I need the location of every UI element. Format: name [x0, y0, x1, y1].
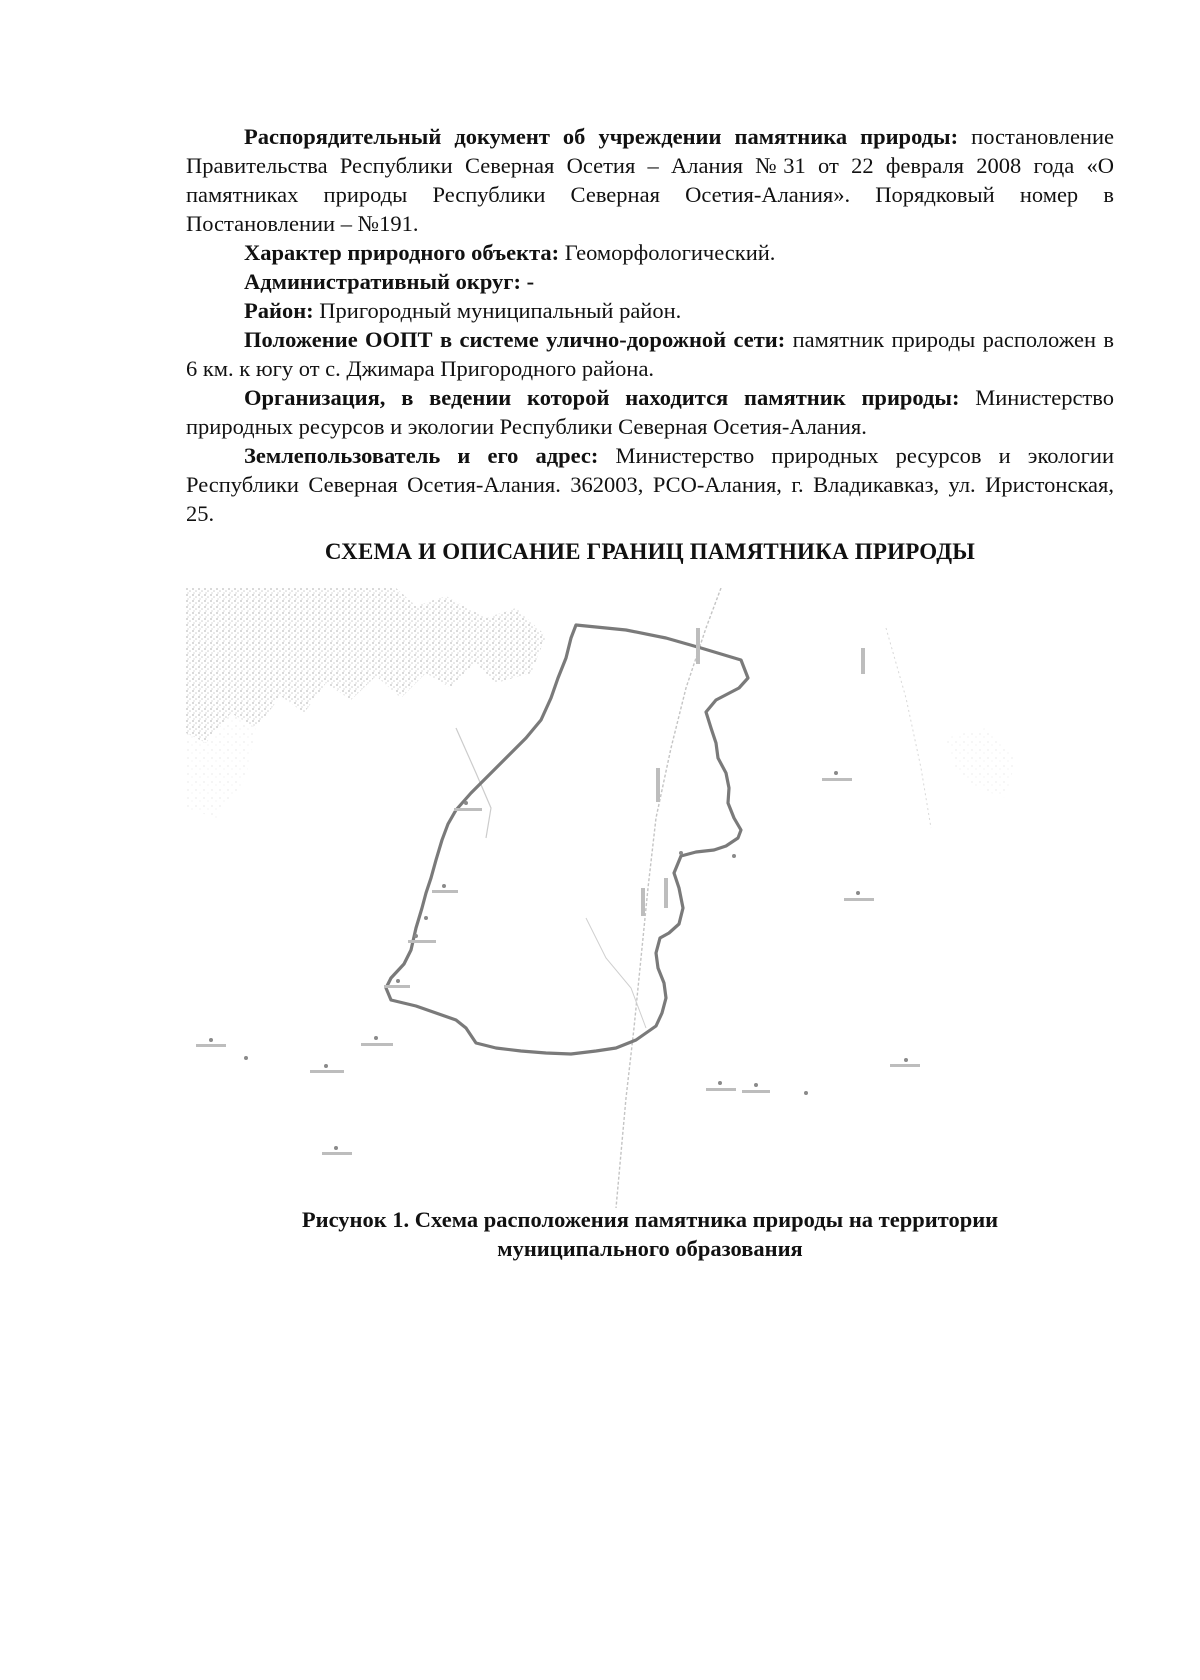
- place-name-smudge: [706, 1088, 736, 1091]
- place-name-smudge: [656, 768, 660, 802]
- place-name-smudge: [384, 985, 410, 988]
- figure-caption-line-2: муниципального образования: [497, 1236, 803, 1261]
- paragraph-decree: [186, 122, 1114, 238]
- settlement-marker: [396, 979, 400, 983]
- place-name-smudge: [361, 1043, 393, 1046]
- settlement-marker: [424, 916, 428, 920]
- settlement-marker: [834, 771, 838, 775]
- settlement-marker: [732, 854, 736, 858]
- place-name-smudge: [641, 888, 645, 916]
- settlement-marker: [334, 1146, 338, 1150]
- paragraph-district-label: Район:: [244, 298, 314, 323]
- paragraph-district: [186, 296, 1114, 325]
- place-name-smudge: [310, 1070, 344, 1073]
- settlement-marker: [804, 1091, 808, 1095]
- paragraph-admin-district-label: Административный округ: -: [244, 269, 535, 294]
- figure-caption: [186, 1205, 1114, 1263]
- passport-text-block: [186, 122, 1114, 528]
- settlement-marker: [414, 934, 418, 938]
- settlement-marker: [442, 884, 446, 888]
- paragraph-admin-district: [186, 267, 1114, 296]
- paragraph-object-type: [186, 238, 1114, 267]
- place-name-smudge: [664, 878, 668, 908]
- place-name-smudge: [861, 648, 865, 674]
- paragraph-land-user-text: Министерство природных ресурсов и экологии Республики Северная Осетия-Алания. 362003, РСО-Алания, г. Владикавказ, ул. Иристонская, 25.: [186, 443, 1114, 526]
- settlement-marker: [754, 1083, 758, 1087]
- settlement-marker: [324, 1064, 328, 1068]
- section-heading: СХЕМА И ОПИСАНИЕ ГРАНИЦ ПАМЯТНИКА ПРИРОДЫ: [324, 539, 976, 564]
- paragraph-organization-text: Министерство природных ресурсов и экологии Республики Северная Осетия-Алания.: [186, 385, 1114, 439]
- paragraph-location-text: памятник природы расположен в 6 км. к югу от с. Джимара Пригородного района.: [186, 327, 1114, 381]
- place-name-smudge: [890, 1064, 920, 1067]
- place-name-smudge: [196, 1044, 226, 1047]
- paragraph-object-type-label: Характер природного объекта:: [244, 240, 560, 265]
- place-name-smudge: [432, 890, 458, 893]
- settlement-marker: [679, 851, 683, 855]
- paragraph-land-user: [186, 441, 1114, 528]
- settlement-marker: [464, 801, 468, 805]
- settlement-marker: [904, 1058, 908, 1062]
- place-name-smudge: [454, 808, 482, 811]
- settlement-marker: [856, 891, 860, 895]
- place-name-smudge: [696, 628, 700, 664]
- figure-caption-line-1: Рисунок 1. Схема расположения памятника природы на территории: [301, 1207, 999, 1232]
- place-name-smudge: [742, 1090, 770, 1093]
- place-name-smudge: [408, 940, 436, 943]
- paragraph-land-user-label: Землепользователь и его адрес:: [244, 443, 599, 468]
- paragraph-district-text: Пригородный муниципальный район.: [313, 298, 682, 323]
- settlement-marker: [209, 1038, 213, 1042]
- settlement-marker: [718, 1081, 722, 1085]
- paragraph-organization-label: Организация, в ведении которой находится памятник природы:: [244, 385, 960, 410]
- paragraph-decree-label: Распорядительный документ об учреждении памятника природы:: [244, 124, 959, 149]
- paragraph-organization: [186, 383, 1114, 441]
- settlement-marker: [374, 1036, 378, 1040]
- boundary-map: [186, 588, 1114, 1208]
- place-name-smudge: [822, 778, 852, 781]
- paragraph-decree-text: постановление Правительства Республики Северная Осетия – Алания №31 от 22 февраля 2008 года «О памятниках природы Республики Северная Осетия-Алания». Порядковый номер в Постановлении – №191.: [186, 124, 1114, 236]
- paragraph-object-type-text: Геоморфологический.: [559, 240, 776, 265]
- settlement-marker: [244, 1056, 248, 1060]
- paragraph-location-label: Положение ООПТ в системе улично-дорожной сети:: [244, 327, 786, 352]
- place-name-smudge: [844, 898, 874, 901]
- paragraph-location: [186, 325, 1114, 383]
- place-name-smudge: [322, 1152, 352, 1155]
